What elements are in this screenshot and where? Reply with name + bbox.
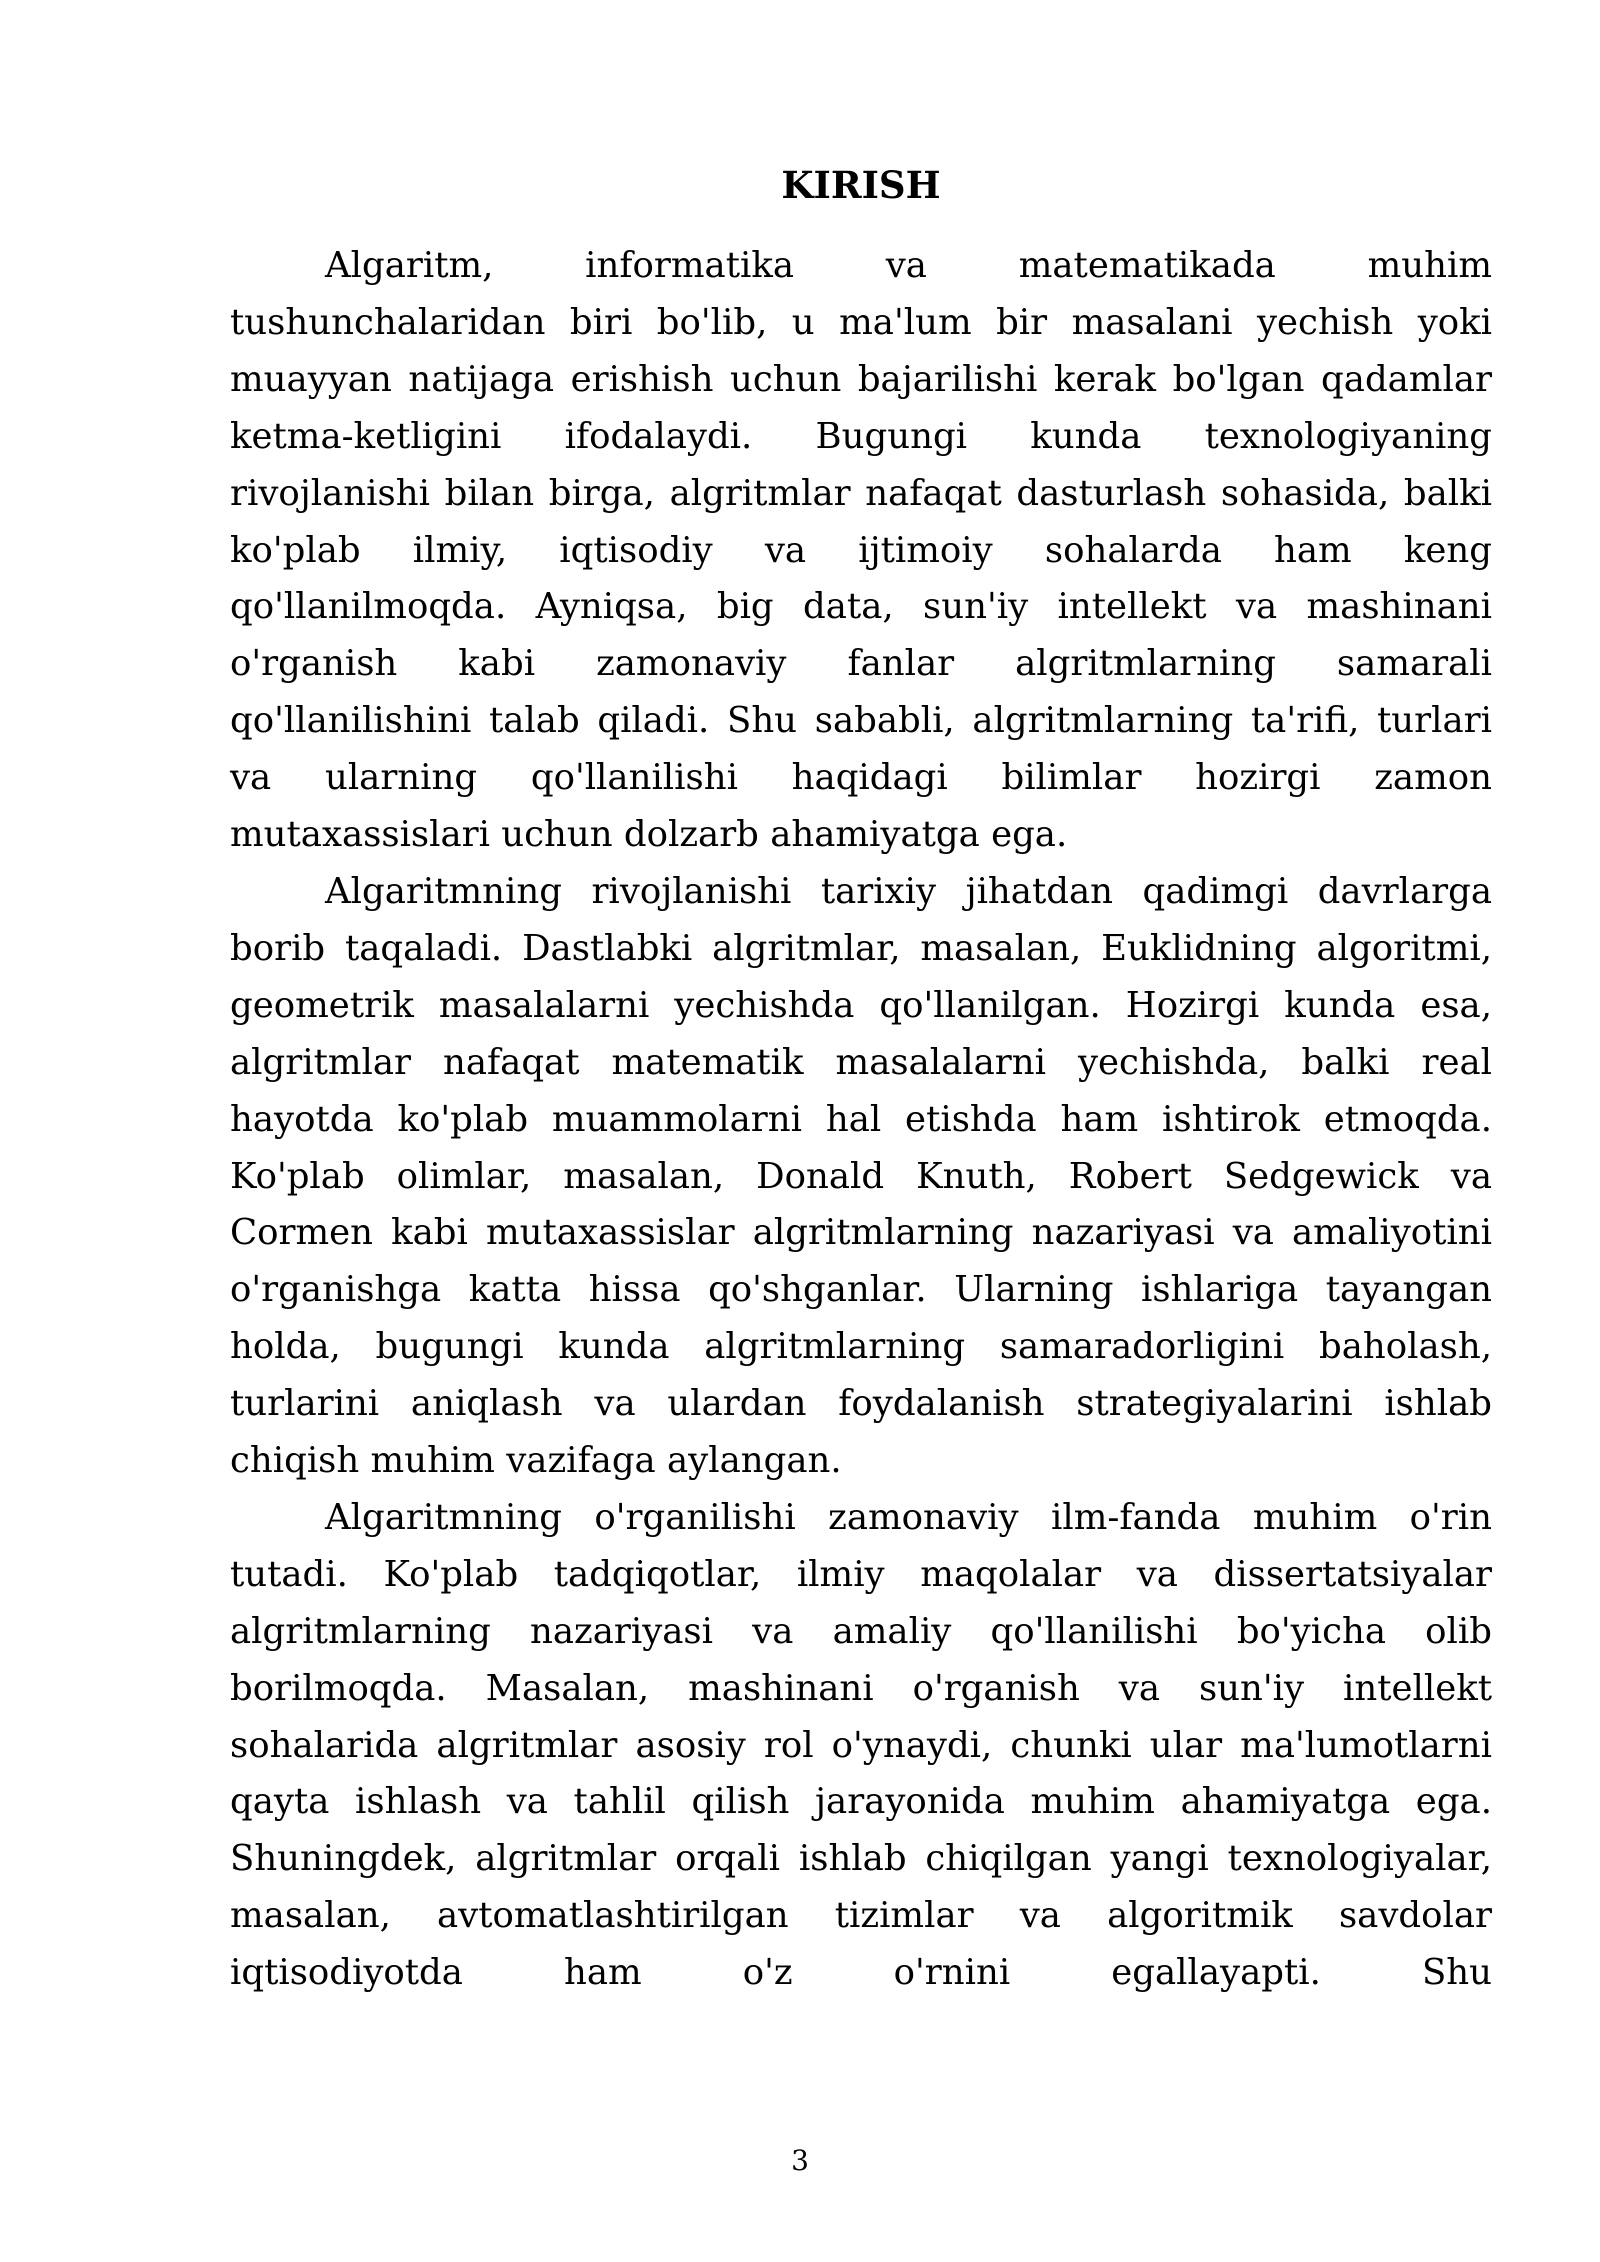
section-heading: KIRISH	[781, 163, 941, 207]
page-number: 3	[791, 2144, 809, 2177]
paragraph-3: Algaritmning o'rganilishi zamonaviy ilm-fanda muhim o'rin tutadi. Ko'plab tadqiqotlar, ilmiy maqolalar va dissertatsiyalar algritmlarning nazariyasi va amaliy qo'llanilishi bo'yicha olib borilmoqda. Masalan, mashinani o'rganish va sun'iy intellekt sohalarida algritmlar asosiy rol o'ynaydi, chunki ular ma'lumotlarni qayta ishlash va tahlil qilish jarayonida muhim ahamiyatga ega. Shuningdek, algritmlar orqali ishlab chiqilgan yangi texnologiyalar, masalan, avtomatlashtirilgan tizimlar va algoritmik savdolar iqtisodiyotda ham o'z o'rnini egallayapti. Shu	[230, 1496, 1492, 1994]
paragraph-2: Algaritmning rivojlanishi tarixiy jihatdan qadimgi davrlarga borib taqaladi. Dastlabki algritmlar, masalan, Euklidning algoritmi, geometrik masalalarni yechishda qo'llanilgan. Hozirgi kunda esa, algritmlar nafaqat matematik masalalarni yechishda, balki real hayotda ko'plab muammolarni hal etishda ham ishtirok etmoqda. Ko'plab olimlar, masalan, Donald Knuth, Robert Sedgewick va Cormen kabi mutaxassislar algritmlarning nazariyasi va amaliyotini o'rganishga katta hissa qo'shganlar. Ularning ishlariga tayangan holda, bugungi kunda algritmlarning samaradorligini baholash, turlarini aniqlash va ulardan foydalanish strategiyalarini ishlab chiqish muhim vazifaga aylangan.	[230, 870, 1492, 1482]
paragraph-1: Algaritm, informatika va matematikada muhim tushunchalaridan biri bo'lib, u ma'lum bir masalani yechish yoki muayyan natijaga erishish uchun bajarilishi kerak bo'lgan qadamlar ketma-ketligini ifodalaydi. Bugungi kunda texnologiyaning rivojlanishi bilan birga, algritmlar nafaqat dasturlash sohasida, balki ko'plab ilmiy, iqtisodiy va ijtimoiy sohalarda ham keng qo'llanilmoqda. Ayniqsa, big data, sun'iy intellekt va mashinani o'rganish kabi zamonaviy fanlar algritmlarning samarali qo'llanilishini talab qiladi. Shu sababli, algritmlarning ta'rifi, turlari va ularning qo'llanilishi haqidagi bilimlar hozirgi zamon mutaxassislari uchun dolzarb ahamiyatga ega.	[230, 245, 1492, 856]
page-content	[230, 150, 1492, 2002]
